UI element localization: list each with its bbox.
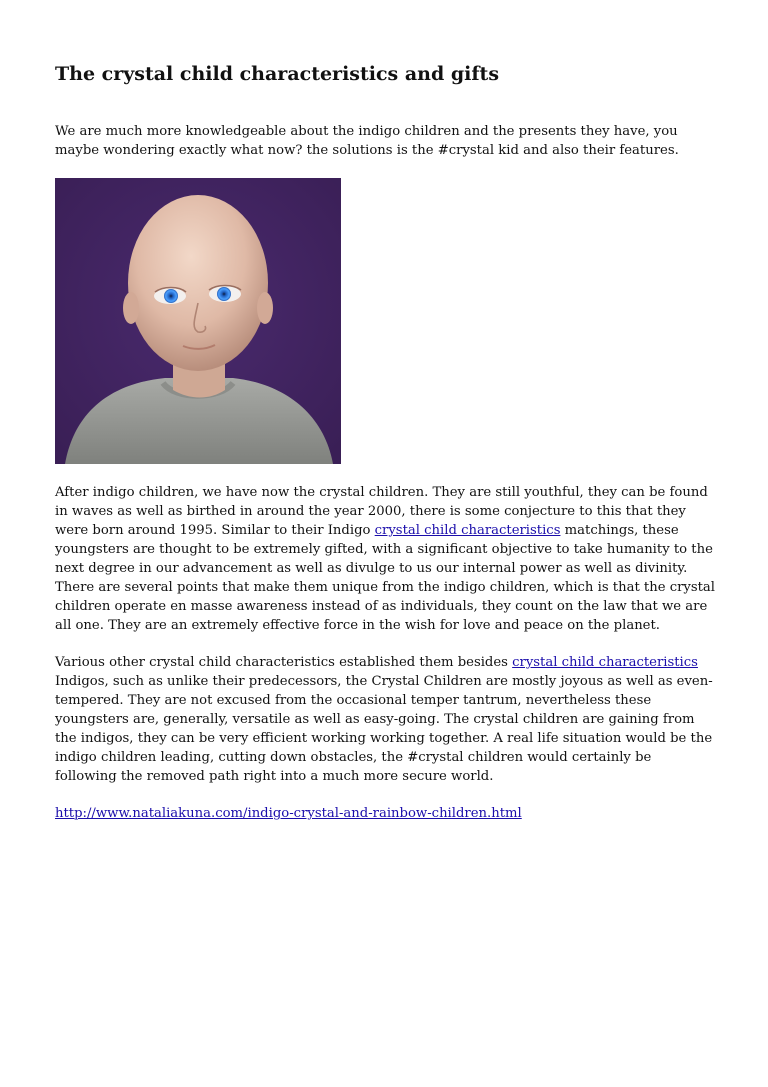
para3-text-after: Indigos, such as unlike their predecessors, the Crystal Children are mostly joyous as well as even-tempered. They are not excused from the occasional temper tantrum, nevertheless these youngsters are, generally, versatile as well as easy-going. The crystal children are gaining from the indigos, they can be very efficient working working together. A real life situation would be the indigo children leading, cutting down obstacles, the #crystal children would certainly be following the removed path right into a much more secure world.: [55, 674, 713, 784]
intro-paragraph: We are much more knowledgeable about the indigo children and the presents they have, you maybe wondering exactly what now? the solutions is the #crystal kid and also their features.: [55, 124, 679, 158]
crystal-child-photo: [55, 178, 341, 464]
page-title: The crystal child characteristics and gifts: [55, 63, 500, 85]
para2-text-before: After indigo children, we have now the crystal children. They are still youthful, they can be found in waves as well as birthed in around the year 2000, there is some conjecture to this that they were born around 1995. Similar to their Indigo: [55, 485, 708, 538]
source-paragraph: [55, 804, 715, 823]
para3-text-before: Various other crystal child characteristics established them besides: [55, 655, 513, 670]
source-url-link[interactable]: http://www.nataliakuna.com/indigo-crystal-and-rainbow-children.html: [55, 806, 522, 821]
body-paragraph-1: [55, 483, 715, 635]
body-paragraph-2: [55, 653, 715, 786]
para2-text-after: matchings, these youngsters are thought to be extremely gifted, with a significant objective to take humanity to the next degree in our advancement as well as divulge to us our internal power as well as divinity. There are several points that make them unique from the indigo children, which is that the crystal children operate en masse awareness instead of as individuals, they count on the law that we are all one. They are an extremely effective force in the wish for love and peace on the planet.: [55, 523, 716, 633]
crystal-child-characteristics-link-1[interactable]: crystal child characteristics: [374, 523, 561, 538]
crystal-child-characteristics-link-2[interactable]: crystal child characteristics: [512, 655, 698, 670]
